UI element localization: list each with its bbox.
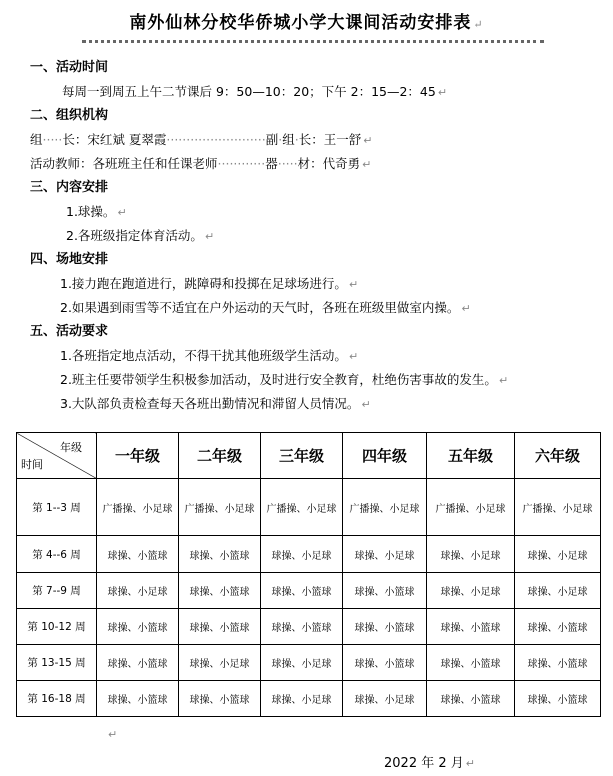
table-row: [17, 536, 601, 573]
activity-cell: 广播操、小足球: [261, 479, 343, 536]
corner-time-label: 时间: [21, 458, 43, 471]
corner-grade-label: 年级: [60, 441, 82, 454]
table-row: [17, 645, 601, 681]
activity-cell: 球操、小篮球: [515, 609, 601, 645]
activity-cell: 球操、小足球: [427, 573, 515, 609]
org-leader-line: 组·····长：宋红斌 夏翠霞·························副·组·长：王一舒 ↵: [30, 132, 373, 147]
week-cell: 第 13-15 周: [17, 645, 97, 681]
table-row: [17, 681, 601, 717]
table-row: [17, 573, 601, 609]
paragraph-mark: ↵: [108, 728, 118, 741]
table-corner-cell: [17, 433, 97, 479]
activity-cell: 球操、小篮球: [97, 645, 179, 681]
requirement-item: 3.大队部负责检查每天各班出勤情况和滞留人员情况。 ↵: [60, 396, 371, 411]
week-cell: 第 10-12 周: [17, 609, 97, 645]
activity-cell: 球操、小篮球: [179, 536, 261, 573]
requirement-item: 2.班主任要带领学生积极参加活动，及时进行安全教育，杜绝伤害事故的发生。 ↵: [60, 372, 509, 387]
activity-cell: 球操、小足球: [343, 536, 427, 573]
activity-cell: 球操、小足球: [515, 573, 601, 609]
activity-cell: 广播操、小足球: [515, 479, 601, 536]
activity-cell: 球操、小篮球: [343, 645, 427, 681]
title-dotted-divider: [82, 40, 544, 43]
grade-header: 一年级: [97, 433, 179, 479]
activity-cell: 球操、小篮球: [343, 609, 427, 645]
table-row: [17, 609, 601, 645]
section-heading-org: 二、组织机构: [30, 108, 109, 123]
activity-cell: 广播操、小足球: [427, 479, 515, 536]
activity-cell: 球操、小篮球: [427, 645, 515, 681]
week-cell: 第 16-18 周: [17, 681, 97, 717]
activity-cell: 球操、小足球: [179, 645, 261, 681]
document-title: 南外仙林分校华侨城小学大课间活动安排表 ↵: [129, 13, 484, 33]
venue-item: 2.如果遇到雨雪等不适宜在户外运动的天气时，各班在班级里做室内操。 ↵: [60, 300, 471, 315]
table-row: [17, 479, 601, 536]
grade-header: 四年级: [343, 433, 427, 479]
activity-cell: 球操、小篮球: [179, 681, 261, 717]
schedule-table: [16, 432, 601, 717]
table-header-row: [17, 433, 601, 479]
activity-cell: 球操、小篮球: [97, 681, 179, 717]
grade-header: 五年级: [427, 433, 515, 479]
section-heading-content: 三、内容安排: [30, 180, 109, 195]
document-date: 2022 年 2 月 ↵: [384, 756, 475, 771]
activity-cell: 球操、小篮球: [261, 609, 343, 645]
content-item: 2.各班级指定体育活动。 ↵: [66, 228, 215, 243]
section-heading-requirements: 五、活动要求: [30, 324, 109, 339]
grade-header: 六年级: [515, 433, 601, 479]
content-item: 1.球操。 ↵: [66, 204, 127, 219]
org-teacher-line: 活动教师：各班班主任和任课老师············器·····材：代奇勇 ↵: [30, 156, 372, 171]
activity-cell: 球操、小篮球: [515, 681, 601, 717]
activity-cell: 球操、小足球: [261, 536, 343, 573]
venue-item: 1.接力跑在跑道进行，跳障碍和投掷在足球场进行。 ↵: [60, 276, 359, 291]
activity-cell: 球操、小篮球: [179, 573, 261, 609]
activity-cell: 球操、小足球: [343, 681, 427, 717]
activity-cell: 球操、小足球: [427, 536, 515, 573]
activity-time-text: 每周一到周五上午二节课后 9：50—10：20；下午 2：15—2：45 ↵: [62, 84, 448, 99]
activity-cell: 球操、小篮球: [343, 573, 427, 609]
activity-cell: 球操、小篮球: [261, 573, 343, 609]
week-cell: 第 4--6 周: [17, 536, 97, 573]
activity-cell: 球操、小足球: [97, 573, 179, 609]
week-cell: 第 7--9 周: [17, 573, 97, 609]
activity-cell: 广播操、小足球: [97, 479, 179, 536]
activity-cell: 广播操、小足球: [179, 479, 261, 536]
activity-cell: 球操、小足球: [261, 645, 343, 681]
section-heading-venue: 四、场地安排: [30, 252, 109, 267]
section-heading-time: 一、活动时间: [30, 60, 109, 75]
activity-cell: 球操、小足球: [515, 536, 601, 573]
activity-cell: 球操、小篮球: [427, 681, 515, 717]
activity-cell: 球操、小篮球: [97, 536, 179, 573]
activity-cell: 广播操、小足球: [343, 479, 427, 536]
grade-header: 二年级: [179, 433, 261, 479]
activity-cell: 球操、小篮球: [97, 609, 179, 645]
activity-cell: 球操、小篮球: [427, 609, 515, 645]
week-cell: 第 1--3 周: [17, 479, 97, 536]
requirement-item: 1.各班指定地点活动，不得干扰其他班级学生活动。 ↵: [60, 348, 359, 363]
activity-cell: 球操、小足球: [261, 681, 343, 717]
activity-cell: 球操、小篮球: [515, 645, 601, 681]
grade-header: 三年级: [261, 433, 343, 479]
activity-cell: 球操、小篮球: [179, 609, 261, 645]
